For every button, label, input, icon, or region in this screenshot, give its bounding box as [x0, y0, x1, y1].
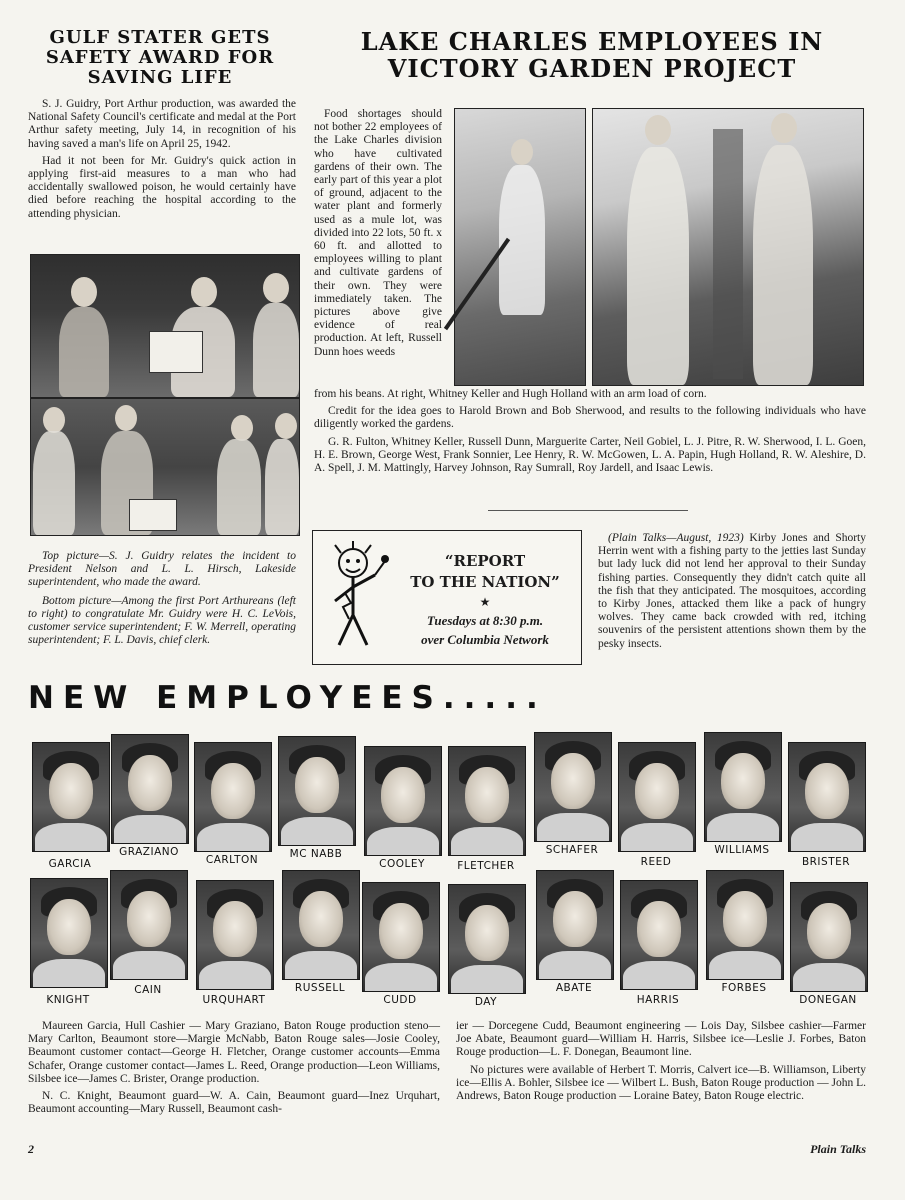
- left-headline-line-3: SAVING LIFE: [87, 67, 233, 88]
- portrait-harris: [620, 880, 696, 1004]
- portrait-name: CAIN: [134, 984, 162, 996]
- victory-garden-credit: Credit for the idea goes to Harold Brown and Bob Sherwood, and results to the following individuals who have diligently worked the gardens.: [314, 405, 866, 431]
- note-source: (Plain Talks—August, 1923): [608, 532, 744, 544]
- portrait-reed: [618, 742, 694, 866]
- employees-col2-para-2: No pictures were available of Herbert T. Morris, Calvert ice—B. Williamson, Liberty ice—Ellis A. Bohler, Silsbee ice — Wilbert L. Bush, Baton Rouge production — John L. Andrews, Baton Rouge production — Loraine Batey, Baton Rouge electric.: [456, 1063, 866, 1103]
- portrait-name: GRAZIANO: [119, 846, 179, 858]
- portrait-fletcher: [448, 746, 524, 870]
- victory-garden-intro: Food shortages should not bother 22 employees of the Lake Charles division who have cultivated gardens of their own. The early part of this year a plot of ground, adjacent to the water plant and formerly used as a mule lot, was divided into 22 lots, 50 ft. x 60 ft. and allotted to employees willing to plant and cultivate gardens of their own. They were immediately taken. The pictures above give evidence of real production. At left, Russell Dunn hoes weeds: [314, 108, 442, 358]
- portrait-name: URQUHART: [202, 994, 266, 1006]
- portrait-williams: [704, 732, 780, 856]
- report-title-line-2: TO THE NATION”: [410, 573, 560, 591]
- new-employees-column-1: [28, 1020, 440, 1120]
- caption-bottom-picture: Bottom picture—Among the first Port Arthureans (left to right) to congratulate Mr. Guidry were H. C. LeVois, customer service superintendent; F. W. Merrell, operating superintendent; F. L. Davis, chief clerk.: [28, 594, 296, 647]
- portrait-name: FLETCHER: [457, 860, 515, 872]
- right-headline-line-1: LAKE CHARLES EMPLOYEES IN: [360, 27, 824, 56]
- portrait-forbes: [706, 870, 782, 994]
- portrait-russell: [282, 870, 358, 994]
- caption-top-picture: Top picture—S. J. Guidry relates the incident to President Nelson and L. L. Hirsch, Lakeside superintendent, who made the award.: [28, 550, 296, 589]
- portrait-graziano: [111, 734, 187, 858]
- employees-col1-para-2: N. C. Knight, Beaumont guard—W. A. Cain, Beaumont guard—Inez Urquhart, Beaumont accounting—Mary Russell, Beaumont cash-: [28, 1090, 440, 1116]
- portrait-carlton: [194, 742, 270, 866]
- portrait-name: FORBES: [721, 982, 767, 994]
- left-paragraph-1: S. J. Guidry, Port Arthur production, was awarded the National Safety Council's certificate and medal at the Port Arthur safety meeting, July 14, in recognition of his having saved a man's life on April 25, 1942.: [28, 98, 296, 150]
- publication-name: Plain Talks: [810, 1142, 866, 1156]
- portrait-donegan: [790, 882, 866, 1006]
- portrait-cain: [110, 870, 186, 994]
- new-employees-title: NEW EMPLOYEES.....: [28, 680, 547, 716]
- portrait-schafer: [534, 732, 610, 856]
- portrait-urquhart: [196, 880, 272, 1004]
- portrait-name: MC NABB: [289, 848, 343, 860]
- portrait-name: WILLIAMS: [714, 844, 770, 856]
- portrait-name: REED: [640, 856, 672, 868]
- left-headline-line-1: GULF STATER GETS: [49, 27, 271, 48]
- portrait-name: CARLTON: [205, 854, 259, 866]
- portrait-garcia: [32, 742, 108, 870]
- new-employees-column-2: [456, 1020, 866, 1107]
- portrait-name: DONEGAN: [799, 994, 857, 1006]
- report-schedule: Tuesdays at 8:30 p.m.: [426, 613, 544, 628]
- report-network: over Columbia Network: [421, 632, 549, 647]
- star-icon: ★: [479, 595, 491, 609]
- portrait-name: ABATE: [555, 982, 593, 994]
- portrait-day: [448, 884, 524, 1008]
- portrait-mcnabb: [278, 736, 354, 860]
- portrait-name: KNIGHT: [46, 994, 90, 1006]
- left-paragraph-2: Had it not been for Mr. Guidry's quick action in applying first-aid measures to a man who had accidentally swallowed poison, he would certainly have died before reaching the hospital according to the attending physician.: [28, 154, 296, 220]
- employees-col2-para-1: ier — Dorcegene Cudd, Beaumont engineering — Lois Day, Silsbee cashier—Farmer Joe Abate, Beaumont guard—William H. Harris, Silsbee ice—Leslie J. Forbes, Baton Rouge production—L. F. Donegan, Beaumont line.: [456, 1020, 866, 1059]
- victory-garden-continuation: from his beans. At right, Whitney Keller and Hugh Holland with an arm load of corn.: [314, 388, 707, 400]
- portrait-name: HARRIS: [636, 994, 680, 1006]
- right-headline-line-2: VICTORY GARDEN PROJECT: [387, 54, 797, 83]
- portrait-abate: [536, 870, 612, 994]
- portrait-knight: [30, 878, 106, 1006]
- portrait-name: COOLEY: [379, 858, 425, 870]
- victory-garden-names: G. R. Fulton, Whitney Keller, Russell Dunn, Marguerite Carter, Neil Gobiel, L. J. Pitre, R. W. Sherwood, I. L. Goen, H. E. Brown, George West, Frank Sonnier, Lee Henry, R. W. McGowen, L. A. Papin, Hugh Holland, R. W. Aleshire, D. A. Spell, J. M. Mattingly, Harvey Johnson, Ray Sumrall, Roy Jardell, and Isaac Lewis.: [314, 435, 866, 475]
- portrait-name: DAY: [474, 996, 498, 1008]
- portrait-name: BRISTER: [801, 856, 851, 868]
- employees-col1-para-1: Maureen Garcia, Hull Cashier — Mary Graziano, Baton Rouge production steno—Mary Carlton, Beaumont store—Margie McNabb, Baton Rouge sales—Josie Cooley, Beaumont customer contact—George H. Fletcher, Orange customer accounts—Emma Schafer, Orange customer contact—James L. Reed, Orange production—Leon Williams, Silsbee ice—James C. Brister, Orange production.: [28, 1020, 440, 1085]
- note-text: Kirby Jones and Shorty Herrin went with a fishing party to the jetties last Sunday but lady luck did not lend her approval to their Sunday fishing parties. Consequently they didn't catch quite all the fish that they anticipated. The mosquitoes, according to Kirby Jones, attacked them like a pack of hungry wolves. They came back crowded with red, itching souvenirs of the persistent attentions shown them by the pesky insects.: [598, 532, 866, 650]
- portrait-cooley: [364, 746, 440, 870]
- portrait-name: SCHAFER: [545, 844, 599, 856]
- left-headline-line-2: SAFETY AWARD FOR: [45, 47, 275, 68]
- portrait-name: RUSSELL: [294, 982, 346, 994]
- report-title-line-1: “REPORT: [444, 552, 526, 570]
- portrait-cudd: [362, 882, 438, 1006]
- portrait-name: CUDD: [383, 994, 417, 1006]
- portrait-brister: [788, 742, 864, 866]
- portrait-name: GARCIA: [48, 858, 92, 870]
- page-number: 2: [28, 1142, 34, 1156]
